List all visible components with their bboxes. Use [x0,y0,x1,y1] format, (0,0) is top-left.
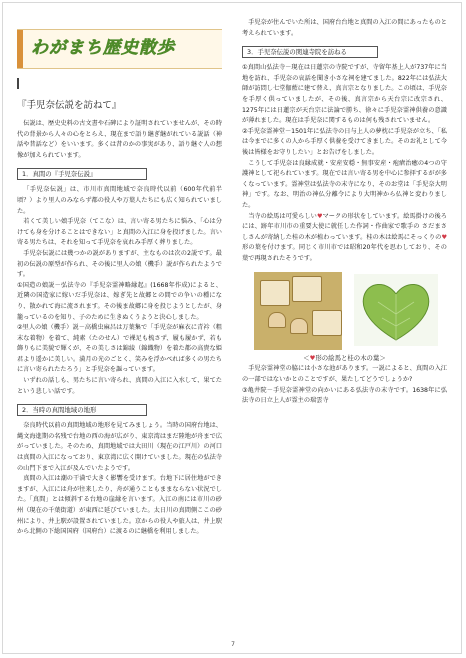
page-number: 7 [231,641,235,648]
photo-caption: ＜♥形の絵馬と桂の木の葉＞ [303,354,386,363]
title-banner [17,29,222,69]
article-title: 『手児奈伝説を訪ねて』 [17,100,122,111]
paragraph: 当寺の絵馬は可愛らしい♥マークの形状をしています。絵馬掛けの後ろには、跡年市川市の重要大使に就任した作詞・作曲家で歌手の さだまさしさんが寄納した桂の木が植わっています。桂の木は絵馬にそっくりの♥形の葉を付けます。同じく市川市では昭和20年代を思わしており、その葉で再現されたそうです。 [242,212,447,262]
ema-plaque [290,318,308,334]
paragraph: ②手児奈霊神堂－1501年に弘法寺の日与上人の夢枕に手児奈が立ち、「私は今までに多くの人から手厚く供養を受けてきました。そのお礼として今後は皆様をお守りしたい」とお告げをしました。 [242,127,447,156]
page-title: わがまち歴史散歩 [31,38,175,58]
paragraph: 手児奈が住んでいた所は、国府台台地と真間の入江の間にあったものと考えられています。 [242,19,447,37]
paragraph: 真間の入江は潮の干満で大きく影響を受けます。台地下に居住地ができますが、入江には舟が往来したり、舟が通うこともままならない状況でした。「真間」とは傾斜する台地の崖縁を言います。入江の南には市川の砂州（現在の千葉街道）が東西に延びていました。太日川の真間側ここの砂州により、井上駅が設置されていました。京からの役人や旅人は、井上駅から北側の下総国国府（国府台）に渡るのに継橋を利用しました。 [17,475,222,536]
paragraph: 「手児奈伝説」は、市川市真間地域で奈良時代以前（600年代前半頃？）より里人のみならず都の役人や万葉人たちにも広く知られていました。 [17,186,222,215]
right-column [242,18,447,407]
paragraph: こうして手児奈は良縁成就・安産安穏・無事安産・疱瘡治癒の4つの守護神として祀られています。現在では言い寄る男を中心に参拝するがが多くなっています。霊神堂は弘法寺の末寺になり、そのお堂は「手児奈大明神」です。なお、明治の神仏分離令により大明神から仏神と変わりました。 [242,159,447,209]
ema-plaque [268,312,286,328]
paragraph: 奈良時代以前の真間地域の地形を見てみましょう。当時の国府台地は、縄文海進期の名残で台地の西の海が広がり、東京湾はまだ陸地が舟まで広がっていました。そのため、真間地域では大田川（現在の江戸川）の河口は真間の入江になっており、東京湾に広く開けていました。現在の弘法寺の山門下まで入江が及んでいたようです。 [17,422,222,472]
paragraph: 手児奈伝説には幾つかの説がありますが、主なものは次の2説です。最初の伝説の原型が作られ、その後に里人の娘（機手）説が作られたようです。 [17,249,222,279]
paragraph: ③亀井院－手児奈霊神堂の向かいにある弘法寺の末寺です。1638年に弘法寺の日立上人が霊主の瑞雲寺 [242,386,447,405]
heart-icon: ♥ [316,212,323,220]
ema-plaque [260,280,290,306]
paragraph: ①国造の娘説－弘法寺の『手児奈霊神略縁起』(1668年作成)によると、近隣の国造家に嫁いだ手児奈は、嫁ぎ先と故郷との間での争いの種になり、散かれて海に流されます。その後ま故郷に身を投じようとしたが、身籠っているのを知り、子のために生きぬくうようと決心しました。 [17,281,222,321]
heart-icon: ♥ [441,233,447,241]
section-heading: 1．真間の『手児奈伝説』 [17,168,147,180]
banner-accent [17,30,23,68]
ema-plaque [312,310,342,336]
paragraph: ①真間山弘法寺－現在は日蓮宗の寺院ですが、寺留年基上人が737年に当地を訪れ、手児奈の哀話を聞き小さな祠を建てました。822年には弘法大師が訪問し七堂伽藍に建て替え、真言宗となりました。この頃は、手児奈を手厚く供っていましたが、その後、真言宗から天台宗に改宗され、1275年には日蓮宗が天台宗に法論で勝ち、徐々に手児奈霊神供養の意識が薄れました。現在は手児奈に関するものは何も残されていません。 [242,64,447,125]
intro-paragraph: 伝説は、歴史史料の古文書や石碑により証明されていませんが、その時代の背景から人々の心をとらえ、現在まで語り継ぎ継がれている説話（神話や昔話など）をいいます。多くは昔のかの事実があり、語り継ぐ人の想像が加えられています。 [17,120,222,159]
paragraph: いずれの話しも、男たちに言い寄られ、真間の入江に入水して、果てたという悲しい話です。 [17,377,222,395]
left-column [17,14,222,538]
section-heading: 3．手児奈伝説の関連寺院を訪ねる [242,46,378,58]
katsura-leaf-photo [354,274,438,346]
paragraph: 手児奈霊神堂の脇には小さな池があります。一説によると、真間の入江の一部ではないかとのことですが、果たしてどうでしょうか? [242,365,447,384]
section-heading: 2．当時の真間地域の地形 [17,404,147,416]
photo-area [254,272,447,350]
paragraph: ②里人の娘（機手）説－高橋虫麻呂は万葉集で「手児奈が麻衣に青衿（粗末な着物）を着て、純素（たのせん）で裸足も梳さず、履も履かず、若も飾りもに美貌で輝くが、その美しさは錦綾（錦織物）を着た都の高貴な姫君より遥かに美しい。満月の光のごとく、笑みを浮かべれば多くの男たちに言い寄られたたろう」と手児奈を謳っています。 [17,324,222,374]
section-marker [17,78,19,89]
heart-icon: ♥ [309,354,316,363]
ema-photo [254,272,342,350]
ema-plaque [292,276,322,302]
paragraph: 若くて美しい娘手児奈（てこな）は、言い寄る男たちに悩み、「心は分けても身を分けることはできない」と真間の入江に身を投げました。言い寄る男たちは、それを知って手児奈を哀れみ手厚く葬りました。 [17,218,222,247]
